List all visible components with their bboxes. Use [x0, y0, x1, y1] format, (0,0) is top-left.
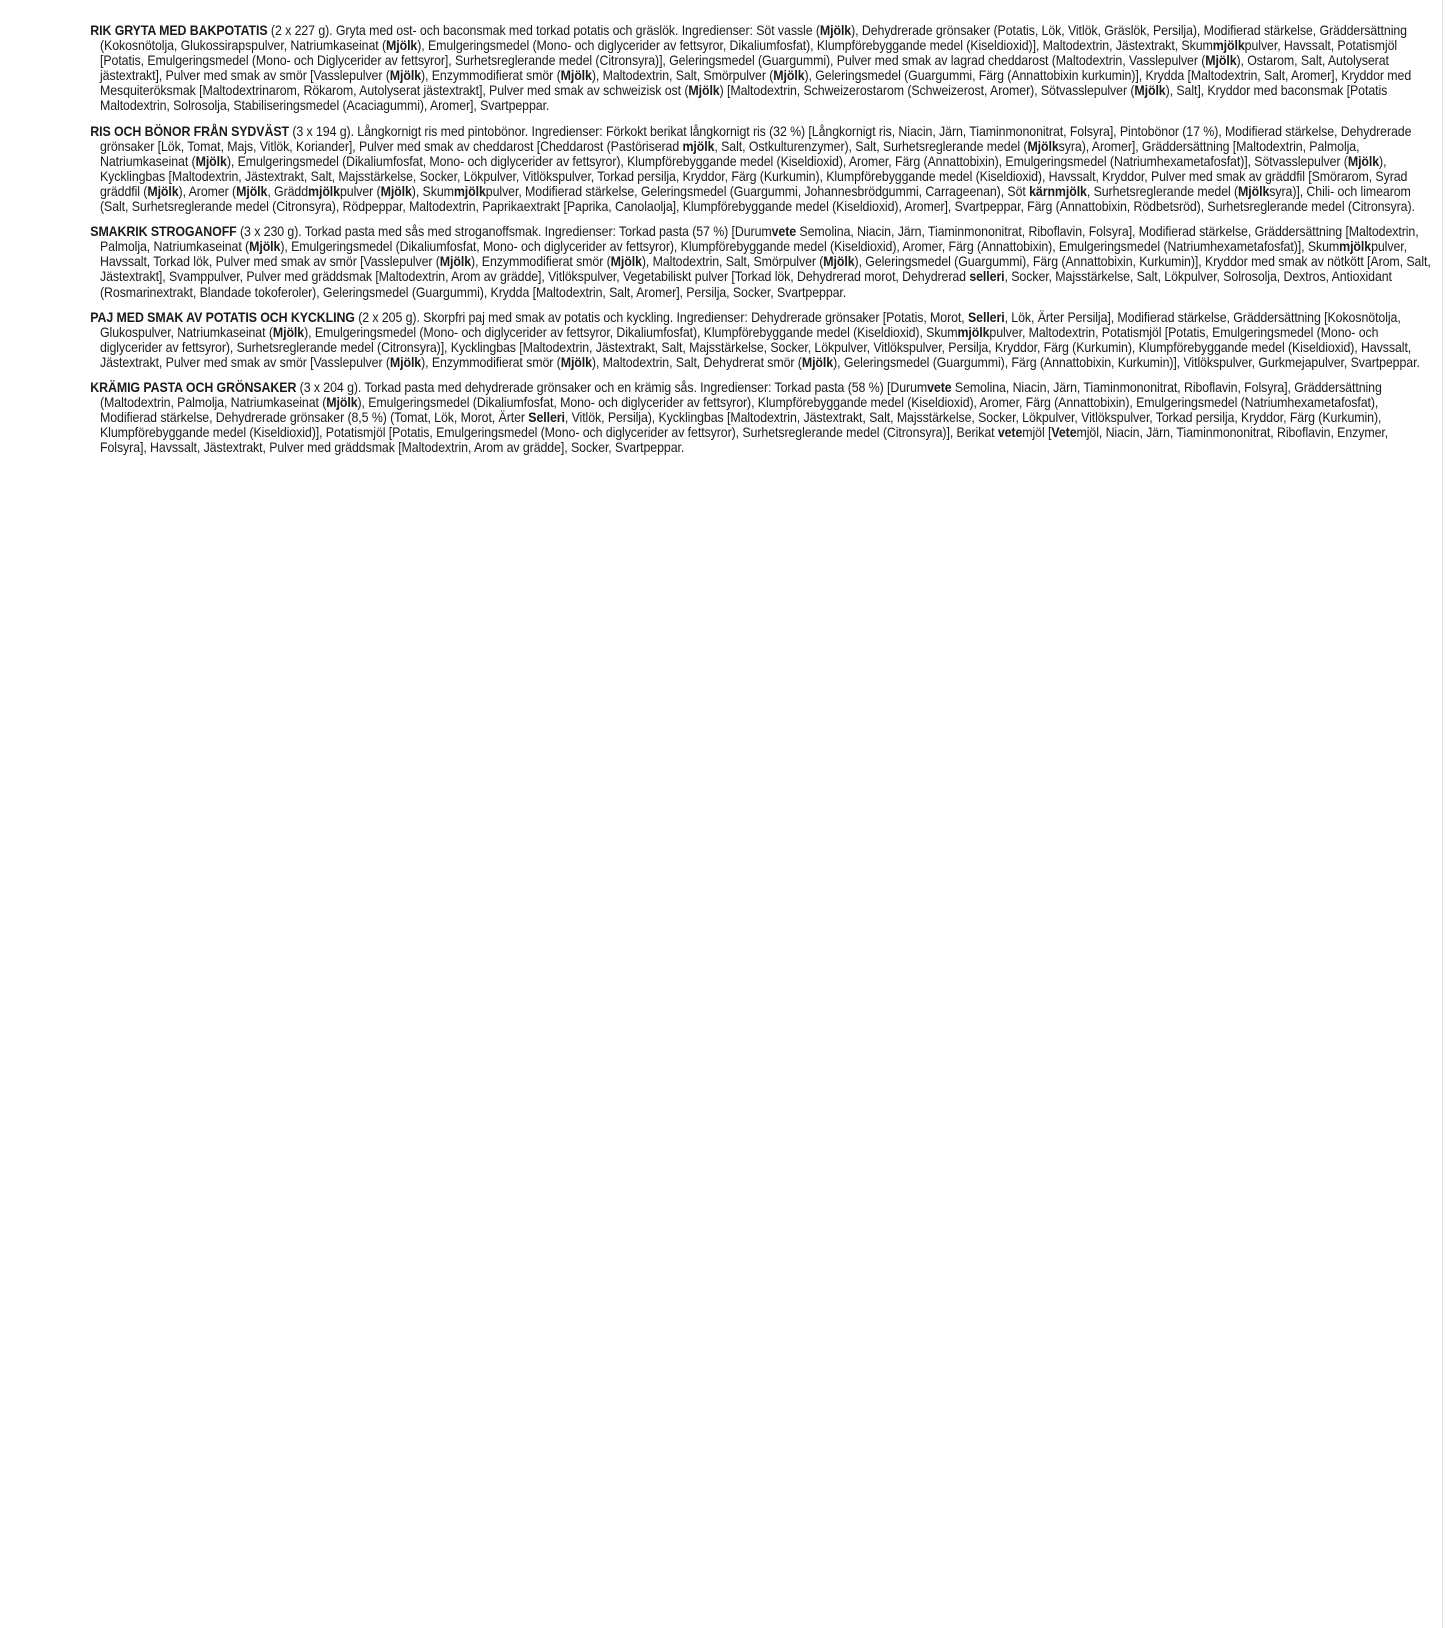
allergen-emphasis: Mjölk	[801, 353, 834, 370]
allergen-emphasis: Selleri	[967, 308, 1005, 325]
ingredients-text: ), Enzymmodifierat smör (	[421, 353, 561, 370]
allergen-emphasis: Mjölk	[147, 182, 179, 199]
product-ingredients-5	[90, 378, 1438, 456]
allergen-emphasis: Mjölk	[272, 323, 305, 340]
allergen-emphasis: vete	[771, 223, 797, 240]
allergen-emphasis: Mjölk	[236, 182, 268, 199]
ingredients-text: ), Ostarom, Salt, Autolyserat jästextrakt], Pulver med smak av smör [Vasslepulver (	[100, 52, 1389, 84]
ingredients-text: , Grädd	[267, 182, 309, 199]
ingredients-text: ), Skum	[411, 182, 454, 199]
allergen-emphasis: Mjölk	[380, 182, 412, 199]
product-ingredients-1	[90, 22, 1438, 114]
ingredients-text: ), Emulgeringsmedel (Dikaliumfosfat, Mono- och diglycerider av fettsyror), Klumpförebyggande medel (Kiseldioxid), Aromer, Färg (Annattobixin), Emulgeringsmedel (Natriumhexametafosfat)], Skum	[280, 238, 1340, 255]
allergen-emphasis: Mjölk	[1027, 137, 1059, 154]
ingredients-text: (3 x 204 g). Torkad pasta med dehydrerade grönsaker och en krämig sås. Ingredienser: Torkad pasta (58 %) [Durum	[296, 378, 928, 395]
allergen-emphasis: Mjölk	[1238, 182, 1270, 199]
allergen-emphasis: mjölk	[1339, 238, 1372, 255]
allergen-emphasis: kärnmjölk	[1029, 182, 1087, 199]
product-ingredients-3	[90, 223, 1438, 300]
ingredients-text: , Salt, Ostkulturenzymer), Salt, Surhetsreglerande medel (	[714, 137, 1028, 154]
product-name: SMAKRIK STROGANOFF	[90, 223, 237, 240]
allergen-emphasis: Mjölk	[773, 67, 805, 84]
allergen-emphasis: Mjölk	[195, 152, 227, 169]
allergen-emphasis: Mjölk	[688, 82, 720, 99]
ingredients-text: Semolina, Niacin, Järn, Tiaminmononitrat, Riboflavin, Folsyra], Modifierad stärkelse, Gräddersättning [Maltodextrin, Palmolja, Natriumkaseinat (	[100, 223, 1419, 255]
ingredients-text: ), Enzymmodifierat smör (	[471, 253, 611, 270]
product-ingredients-4	[90, 308, 1438, 370]
ingredients-text: ), Maltodextrin, Salt, Smörpulver (	[591, 67, 774, 84]
allergen-emphasis: Mjölk	[610, 253, 642, 270]
ingredients-text: ), Emulgeringsmedel (Mono- och diglycerider av fettsyror, Dikaliumfosfat), Klumpförebyggande medel (Kiseldioxid), Skum	[304, 323, 958, 340]
ingredients-text: (3 x 230 g). Torkad pasta med sås med stroganoffsmak. Ingredienser: Torkad pasta (57 %) [Durum	[236, 223, 772, 240]
ingredients-text: , Lök, Ärter Persilja], Modifierad stärkelse, Gräddersättning [Kokosnötolja, Glukospulver, Natriumkaseinat (	[100, 308, 1401, 340]
ingredients-text: , Vitlök, Persilja), Kycklingbas [Maltodextrin, Jästextrakt, Salt, Majsstärkelse, Socker, Lökpulver, Vitlökspulver, Torkad persilja, Kryddor, Färg (Kurkumin), Klumpförebyggande medel (Kiseldioxid)], Potatismjöl [Potatis, Emulgeringsmedel (Mono- och diglycerider av fettsyror), Surhetsreglerande medel (Citronsyra)], Berikat	[100, 409, 1382, 441]
ingredients-text: ), Geleringsmedel (Guargummi, Färg (Annattobixin kurkumin)], Krydda [Maltodextrin, Salt, Aromer], Kryddor med Mesquiteröksmak [Maltodextrinarom, Rökarom, Autolyserat jästextrakt], Pulver med smak av schweizisk ost (	[100, 67, 1412, 99]
allergen-emphasis: vete	[997, 424, 1023, 441]
ingredients-text: , Surhetsreglerande medel (	[1086, 182, 1239, 199]
product-name: RIK GRYTA MED BAKPOTATIS	[90, 22, 268, 38]
page-right-edge-line	[1442, 0, 1443, 1628]
allergen-emphasis: Mjölk	[389, 353, 422, 370]
ingredients-text: ), Kycklingbas [Maltodextrin, Jästextrakt, Salt, Majsstärkelse, Socker, Lökpulver, Vitlökspulver, Torkad persilja, Kryddor, Färg (Kurkumin), Klumpförebyggande medel (Kiseldioxid), Havssalt, Kryddor, Pulver med smak av gräddfil [Smörarom, Syrad gräddfil (	[100, 152, 1408, 199]
ingredients-text: Semolina, Niacin, Järn, Tiaminmononitrat, Riboflavin, Folsyra], Gräddersättning (Maltodextrin, Palmolja, Natriumkaseinat (	[100, 378, 1382, 411]
ingredients-text: ), Geleringsmedel (Guargummi), Färg (Annattobixin, Kurkumin)], Vitlökspulver, Gurkmejapulver, Svartpeppar.	[833, 353, 1420, 370]
ingredients-text: (3 x 194 g). Långkornigt ris med pintobönor. Ingredienser: Förkokt berikat långkornigt ris (32 %) [Långkornigt ris, Niacin, Järn, Tiaminmononitrat, Folsyra], Pintobönor (17 %), Modifierad stärkelse, Dehydrerade grönsaker [Lök, Tomat, Majs, Vitlök, Koriander], Pulver med smak av cheddarost [Cheddarost (Pastöriserad	[100, 122, 1412, 154]
ingredients-text: pulver, Havssalt, Torkad lök, Pulver med smak av smör [Vasslepulver (	[100, 238, 1407, 270]
allergen-emphasis: Mjölk	[1347, 152, 1380, 169]
allergen-emphasis: mjölk	[1212, 37, 1245, 54]
allergen-emphasis: mjölk	[453, 182, 486, 199]
allergen-emphasis: Mjölk	[819, 22, 852, 38]
allergen-emphasis: mjölk	[682, 137, 715, 154]
ingredients-text: (2 x 205 g). Skorpfri paj med smak av potatis och kyckling. Ingredienser: Dehydrerade grönsaker [Potatis, Morot,	[354, 308, 968, 325]
allergen-emphasis: Mjölk	[389, 67, 422, 84]
ingredients-text: ), Geleringsmedel (Guargummi), Färg (Annattobixin, Kurkumin)], Kryddor med smak av nötkött [Arom, Salt, Jästextrakt], Svamppulver, Pulver med gräddsmak [Maltodextrin, Arom av grädde], Vitlökspulver, Vegetabiliskt pulver [Torkad lök, Dehydrerad morot, Dehydrerad	[100, 253, 1431, 285]
allergen-emphasis: Mjölk	[1134, 82, 1166, 99]
ingredients-text: ), Salt], Kryddor med baconsmak [Potatis Maltodextrin, Solrosolja, Stabiliseringsmedel (Acaciagummi), Aromer], Svartpeppar.	[100, 82, 1388, 114]
allergen-emphasis: Selleri	[528, 409, 565, 426]
ingredients-text: ), Maltodextrin, Salt, Dehydrerat smör (	[591, 353, 802, 370]
ingredients-text: syra), Aromer], Gräddersättning [Maltodextrin, Palmolja, Natriumkaseinat (	[100, 137, 1360, 169]
allergen-emphasis: mjölk	[308, 182, 340, 199]
product-ingredients-2	[90, 122, 1438, 215]
product-name: RIS OCH BÖNOR FRÅN SYDVÄST	[90, 122, 289, 139]
ingredients-text: (2 x 227 g). Gryta med ost- och baconsmak med torkad potatis och gräslök. Ingredienser: Söt vassle (	[267, 22, 820, 38]
ingredients-text: ), Aromer (	[178, 182, 237, 199]
allergen-emphasis: Mjölk	[249, 238, 281, 255]
allergen-emphasis: Mjölk	[1205, 52, 1237, 69]
allergen-emphasis: Vete	[1051, 424, 1077, 441]
ingredients-text: ), Emulgeringsmedel (Mono- och diglycerider av fettsyror, Dikaliumfosfat), Klumpförebyggande medel (Kiseldioxid)], Maltodextrin, Jästextrakt, Skum	[417, 37, 1213, 54]
ingredients-text: mjöl [	[1022, 424, 1052, 441]
allergen-emphasis: selleri	[969, 268, 1005, 285]
allergen-emphasis: Mjölk	[823, 253, 855, 270]
ingredients-text: syra)], Chili- och limearom (Salt, Surhetsreglerande medel (Citronsyra), Rödpeppar, Maltodextrin, Paprikaextrakt [Paprika, Canolaolja], Klumpförebyggande medel (Kiseldioxid), Aromer], Svartpeppar, Färg (Annattobixin, Rödbetsröd), Surhetsreglerande medel (Citronsyra).	[100, 182, 1415, 215]
ingredients-text: ), Emulgeringsmedel (Dikaliumfosfat, Mono- och diglycerider av fettsyror), Klumpförebyggande medel (Kiseldioxid), Aromer, Färg (Annattobixin), Emulgeringsmedel (Natriumhexametafosfat), Modifierad stärkelse, Dehydrerade grönsaker (8,5 %) (Tomat, Lök, Morot, Ärter	[100, 394, 1379, 426]
ingredients-text: ), Emulgeringsmedel (Dikaliumfosfat, Mono- och diglycerider av fettsyror), Klumpförebyggande medel (Kiseldioxid), Aromer, Färg (Annattobixin), Emulgeringsmedel (Natriumhexametafosfat)], Sötvasslepulver (	[226, 152, 1348, 169]
allergen-emphasis: Mjölk	[560, 353, 592, 370]
product-name: PAJ MED SMAK AV POTATIS OCH KYCKLING	[90, 308, 355, 325]
ingredients-text: ), Dehydrerade grönsaker (Potatis, Lök, Vitlök, Gräslök, Persilja), Modifierad stärkelse, Gräddersättning (Kokosnötolja, Glukossirapspulver, Natriumkaseinat (	[100, 22, 1407, 54]
ingredients-text: pulver, Havssalt, Potatismjöl [Potatis, Emulgeringsmedel (Mono- och Diglycerider av fettsyror], Surhetsreglerande medel (Citronsyra)], Geleringsmedel (Guargummi), Pulver med smak av lagrad cheddarost (Maltodextrin, Vasslepulver (	[100, 37, 1398, 69]
ingredients-text: pulver (	[339, 182, 381, 199]
allergen-emphasis: Mjölk	[560, 67, 592, 84]
ingredients-list	[90, 22, 1438, 465]
ingredients-text: ) [Maltodextrin, Schweizerostarom (Schweizerost, Aromer), Sötvasslepulver (	[719, 82, 1135, 99]
product-name: KRÄMIG PASTA OCH GRÖNSAKER	[90, 378, 297, 395]
allergen-emphasis: mjölk	[957, 323, 990, 340]
ingredients-text: ), Maltodextrin, Salt, Smörpulver (	[641, 253, 824, 270]
allergen-emphasis: vete	[927, 378, 952, 395]
allergen-emphasis: Mjölk	[386, 37, 418, 54]
ingredients-text: ), Enzymmodifierat smör (	[421, 67, 561, 84]
allergen-emphasis: Mjölk	[439, 253, 472, 270]
ingredients-text: mjöl, Niacin, Järn, Tiaminmononitrat, Riboflavin, Enzymer, Folsyra], Havssalt, Jästextrakt, Pulver med gräddsmak [Maltodextrin, Arom av grädde], Socker, Svartpeppar.	[100, 424, 1389, 456]
ingredients-text: , Socker, Majsstärkelse, Salt, Lökpulver, Solrosolja, Dextros, Antioxidant (Rosmarinextrakt, Blandade tokoferoler), Geleringsmedel (Guargummi), Krydda [Maltodextrin, Salt, Aromer], Persilja, Socker, Svartpeppar.	[100, 268, 1392, 300]
ingredients-text: pulver, Modifierad stärkelse, Geleringsmedel (Guargummi, Johannesbrödgummi, Carrageenan), Söt	[485, 182, 1030, 199]
ingredients-text: pulver, Maltodextrin, Potatismjöl [Potatis, Emulgeringsmedel (Mono- och diglycerider av fettsyror), Surhetsreglerande medel (Citronsyra)], Kycklingbas [Maltodextrin, Jästextrakt, Salt, Majsstärkelse, Socker, Lökpulver, Vitlökspulver, Persilja, Kryddor, Färg (Kurkumin), Klumpförebyggande medel (Kiseldioxid), Havssalt, Jästextrakt, Pulver med smak av smör [Vasslepulver (	[100, 323, 1412, 370]
allergen-emphasis: Mjölk	[326, 394, 358, 411]
